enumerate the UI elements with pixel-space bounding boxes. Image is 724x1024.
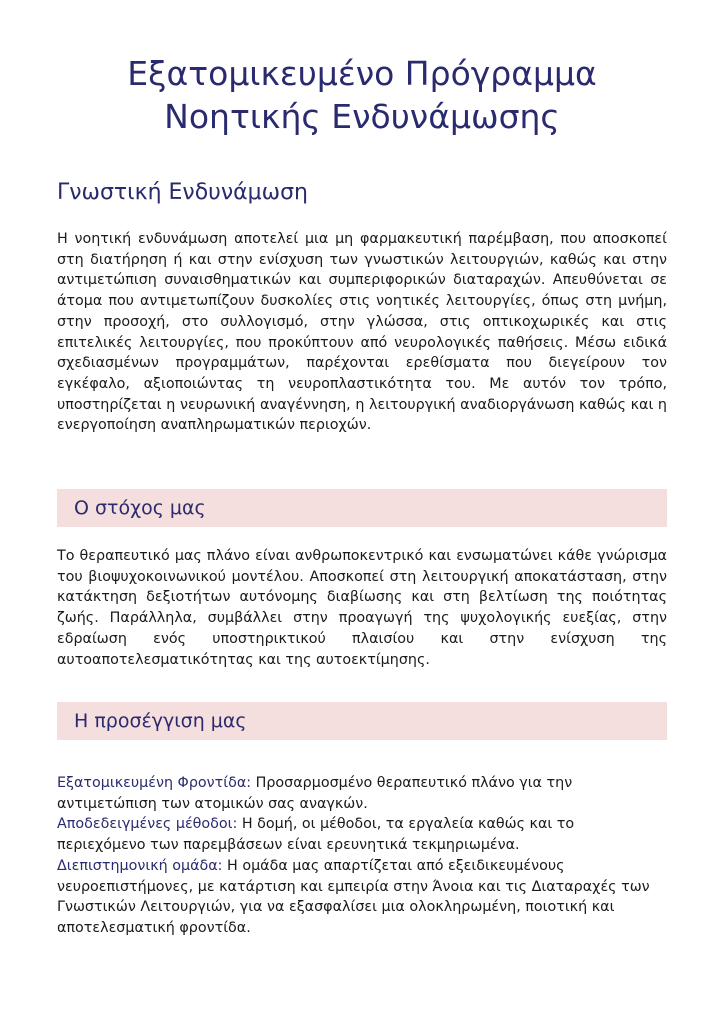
section-band-our-approach: [57, 702, 667, 740]
list-item-term: Αποδεδειγμένες μέθοδοι:: [57, 816, 238, 833]
list-item-term: Εξατομικευμένη Φροντίδα:: [57, 775, 252, 791]
list-item: [57, 856, 667, 939]
list-item-text: Προσαρμοσμένο θεραπευτικό πλάνο για την αντιμετώπιση των ατομικών σας αναγκών.: [57, 775, 573, 812]
section-paragraph-cognitive-empowerment: Η νοητική ενδυνάμωση αποτελεί μια μη φαρμακευτική παρέμβαση, που αποσκοπεί στη διατήρηση ή και στην ενίσχυση των γνωστικών λειτουργιών, καθώς και στην αντιμετώπιση συναισθηματικών και συμπεριφορικών διαταραχών. Απευθύνεται σε άτομα που αντιμετωπίζουν δυσκολίες στις νοητικές λειτουργίες, όπως στη μνήμη, στην προσοχή, στο συλλογισμό, στην γλώσσα, στις οπτικοχωρικές και στις επιτελικές λειτουργίες, που προκύπτουν από νευρολογικές παθήσεις. Μέσω ειδικά σχεδιασμένων προγραμμάτων, παρέχονται ερεθίσματα που διεγείρουν τον εγκέφαλο, αξιοποιώντας τη νευροπλαστικότητα του. Με αυτόν τον τρόπο, υποστηρίζεται η νευρωνική αναγέννηση, η λειτουργική αναδιοργάνωση καθώς και η ενεργοποίηση αναπληρωματικών περιοχών.: [57, 231, 667, 434]
section-heading-cognitive-empowerment: Γνωστική Ενδυνάμωση: [57, 180, 308, 205]
list-item-text: Η ομάδα μας απαρτίζεται από εξειδικευμένους νευροεπιστήμονες, με κατάρτιση και εμπειρία στην Άνοια και τις Διαταραχές των Γνωστικών Λειτουργιών, για να εξασφαλίσει μια ολοκληρωμένη, ποιοτική και αποτελεσματική φροντίδα.: [57, 857, 650, 936]
list-item-term: Διεπιστημονική ομάδα:: [57, 857, 223, 874]
list-item-text: Η δομή, οι μέθοδοι, τα εργαλεία καθώς και το περιεχόμενο των παρεμβάσεων είναι ερευνητικά τεκμηριωμένα.: [57, 816, 575, 854]
page-title-line-2: Νοητικής Ενδυνάμωσης: [164, 97, 560, 136]
section-paragraph-our-goal: Το θεραπευτικό μας πλάνο είναι ανθρωποκεντρικό και ενσωματώνει κάθε γνώρισμα του βιοψυχοκοινωνικού μοντέλου. Αποσκοπεί στη λειτουργική αποκατάσταση, στην κατάκτηση δεξιοτήτων αυτόνομης διαβίωσης και στη βελτίωση της ποιότητας ζωής. Παράλληλα, συμβάλλει στην προαγωγή της ψυχολογικής ευεξίας, στην εδραίωση ενός υποστηρικτικού πλαισίου και στην ενίσχυση της αυτοαποτελεσματικότητας και της αυτοεκτίμησης.: [57, 548, 667, 668]
approach-list: [57, 773, 667, 939]
page-title: [0, 52, 724, 138]
section-band-our-goal: [57, 489, 667, 527]
list-item: [57, 773, 667, 814]
section-heading-our-goal: Ο στόχος μας: [74, 497, 206, 519]
page-title-line-1: Εξατομικευμένο Πρόγραμμα: [127, 54, 597, 93]
section-heading-our-approach: Η προσέγγιση μας: [74, 710, 247, 732]
list-item: [57, 814, 667, 855]
